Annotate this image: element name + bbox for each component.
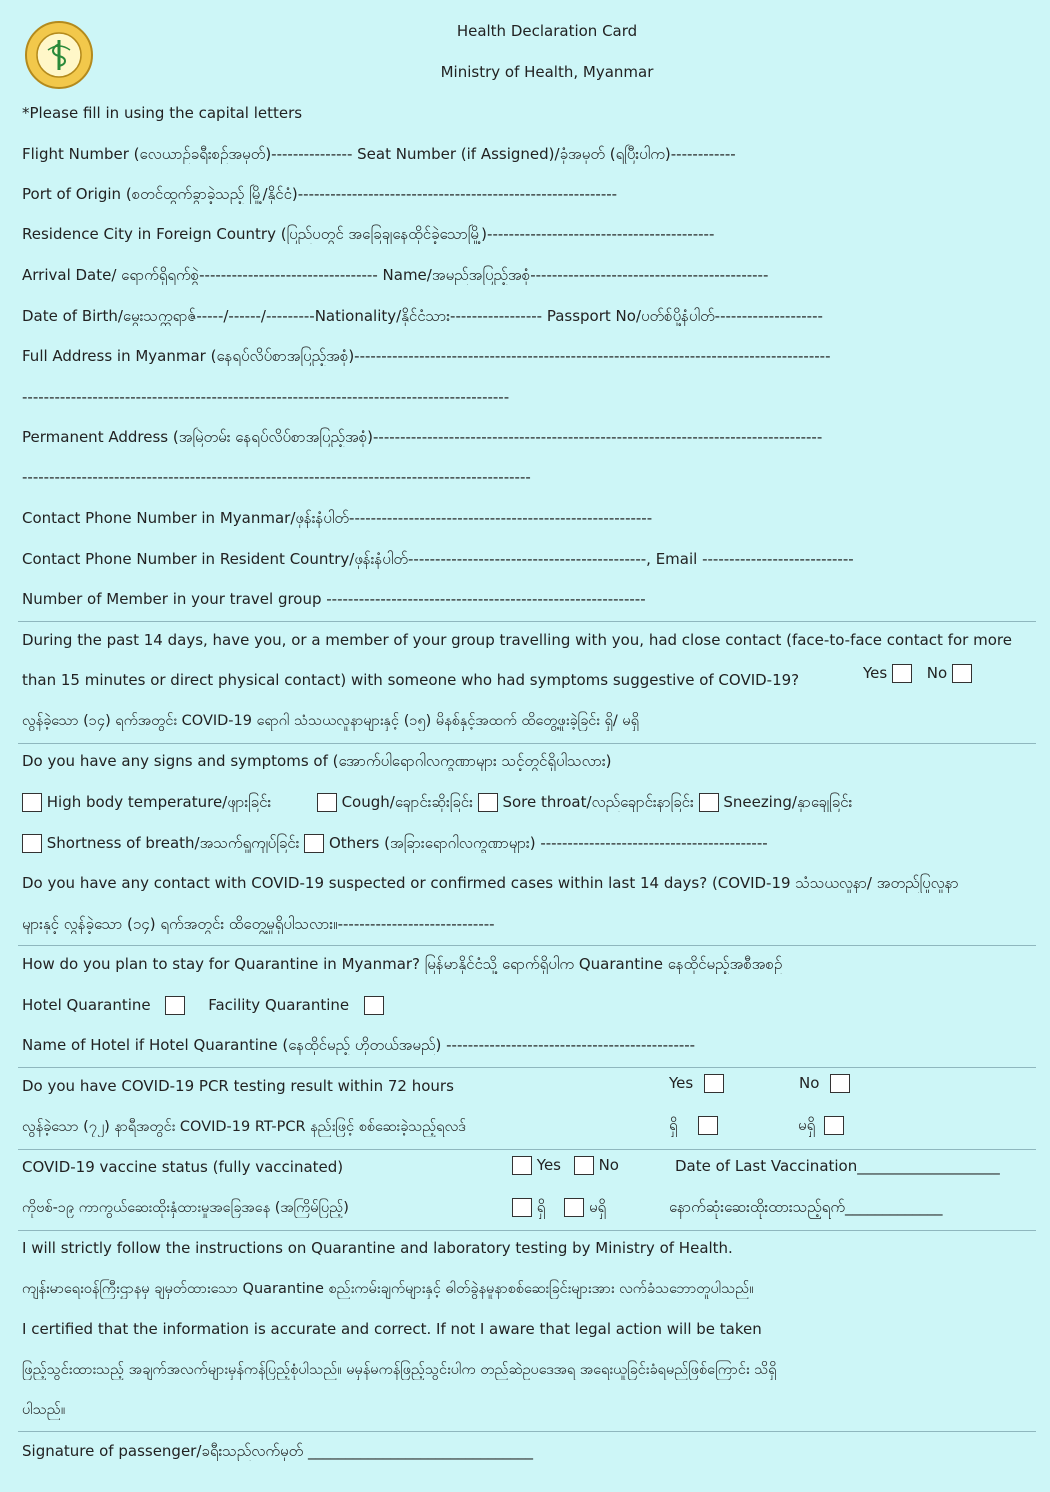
- full-name-field[interactable]: Name/အမည်အပြည့်အစုံ--------------------------------------------: [382, 266, 769, 284]
- contact-no-label: No: [926, 664, 948, 682]
- pcr-yes-checkbox[interactable]: [704, 1074, 724, 1093]
- shortness-of-breath-checkbox[interactable]: [22, 834, 42, 853]
- vaccine-no-mm-label: မရှိ: [588, 1198, 607, 1216]
- cough-label: Cough/ချောင်းဆိုးခြင်း: [341, 793, 473, 811]
- divider: [18, 743, 1036, 744]
- divider: [18, 945, 1036, 946]
- ministry-name: Ministry of Health, Myanmar: [440, 63, 654, 81]
- permanent-address-continuation[interactable]: ----------------------------------------------------------------------------------------------: [22, 468, 531, 486]
- divider: [18, 1067, 1036, 1068]
- vaccine-no-checkbox[interactable]: [574, 1156, 594, 1175]
- passenger-signature-field[interactable]: Signature of passenger/ခရီးသည်လက်မှတ် ______________________________: [22, 1442, 533, 1460]
- passport-number-field[interactable]: Passport No/ပတ်စ်ပို့နံပါတ်--------------------: [546, 307, 823, 325]
- divider: [18, 1431, 1036, 1432]
- vaccine-yes-mm-label: ရှိ: [536, 1198, 546, 1216]
- date-of-birth-field[interactable]: Date of Birth/မွေးသက္ကရာဇ်-----/------/---------: [22, 307, 315, 325]
- pcr-yes-mm-checkbox[interactable]: [698, 1116, 718, 1135]
- last-vaccination-date-field[interactable]: Date of Last Vaccination___________________: [675, 1157, 1000, 1175]
- certify-statement-mm: ဖြည့်သွင်းထားသည့် အချက်အလက်များမှန်ကန်ပြည့်စုံပါသည်။ မမှန်မကန်ဖြည့်သွင်းပါက တည်ဆဲဥပဒေအရ အရေးယူခြင်းခံရမည်ဖြစ်ကြောင်း သိရှိ: [22, 1362, 777, 1378]
- contact-yes-checkbox[interactable]: [892, 664, 912, 683]
- full-address-continuation[interactable]: ------------------------------------------------------------------------------------------: [22, 388, 510, 406]
- pcr-yes-label: Yes: [669, 1074, 694, 1092]
- pcr-question: Do you have COVID-19 PCR testing result within 72 hours: [22, 1077, 454, 1095]
- residence-city-field[interactable]: Residence City in Foreign Country (ပြည်ပတွင် အခြေချနေထိုင်ခဲ့သောမြို့)------------------------------------------: [22, 225, 715, 243]
- sore-throat-checkbox[interactable]: [478, 793, 498, 812]
- certify-statement-mm-end: ပါသည်။: [22, 1402, 66, 1418]
- divider: [18, 621, 1036, 622]
- pcr-no-label: No: [799, 1074, 820, 1092]
- hotel-quarantine-checkbox[interactable]: [165, 996, 185, 1015]
- pcr-no-mm-checkbox[interactable]: [824, 1116, 844, 1135]
- divider: [18, 1149, 1036, 1150]
- travel-group-members-field[interactable]: Number of Member in your travel group -----------------------------------------------------------: [22, 590, 646, 608]
- other-symptoms-checkbox[interactable]: [304, 834, 324, 853]
- phone-resident-country-field[interactable]: Contact Phone Number in Resident Country/ဖုန်းနံပါတ်--------------------------------------------,: [22, 550, 651, 568]
- seat-number-field[interactable]: Seat Number (if Assigned)/ခုံအမှတ် (ရပြီးပါက)------------: [357, 145, 736, 163]
- email-field[interactable]: Email ----------------------------: [655, 550, 854, 568]
- divider: [18, 1230, 1036, 1231]
- close-contact-question: During the past 14 days, have you, or a member of your group travelling with you, had close contact (face-to-face contact for more: [22, 631, 1012, 649]
- phone-myanmar-field[interactable]: Contact Phone Number in Myanmar/ဖုန်းနံပါတ်--------------------------------------------------------: [22, 509, 653, 527]
- high-temperature-label: High body temperature/ဖျားခြင်း: [46, 793, 272, 811]
- pcr-yes-mm-label: ရှိ: [669, 1116, 678, 1134]
- pcr-no-checkbox[interactable]: [830, 1074, 850, 1093]
- flight-number-field[interactable]: Flight Number (လေယာဉ်ခရီးစဉ်အမှတ်)---------------: [22, 145, 353, 163]
- hotel-quarantine-label: Hotel Quarantine: [22, 996, 151, 1014]
- follow-instructions-statement: I will strictly follow the instructions on Quarantine and laboratory testing by Ministry of Health.: [22, 1239, 733, 1257]
- sore-throat-label: Sore throat/လည်ချောင်းနာခြင်း: [502, 793, 694, 811]
- sneezing-label: Sneezing/နှာချေခြင်း: [723, 793, 853, 811]
- symptoms-question: Do you have any signs and symptoms of (အောက်ပါရောဂါလက္ခဏာများ သင့်တွင်ရှိပါသလား): [22, 752, 612, 770]
- vaccine-yes-mm-checkbox[interactable]: [512, 1198, 532, 1217]
- cough-checkbox[interactable]: [317, 793, 337, 812]
- pcr-question-mm: လွန်ခဲ့သော (၇၂) နာရီအတွင်း COVID-19 RT-PCR နည်းဖြင့် စစ်ဆေးခဲ့သည့်ရလဒ်: [22, 1119, 466, 1135]
- shortness-of-breath-label: Shortness of breath/အသက်ရှူကျပ်ခြင်း: [46, 834, 300, 852]
- sneezing-checkbox[interactable]: [699, 793, 719, 812]
- vaccine-question-mm: ကိုဗစ်-၁၉ ကာကွယ်ဆေးထိုးနှံထားမှုအခြေအနေ (အကြိမ်ပြည့်): [22, 1200, 349, 1216]
- certify-statement: I certified that the information is accurate and correct. If not I aware that legal action will be taken: [22, 1320, 762, 1338]
- nationality-field[interactable]: Nationality/နိုင်ငံသား-----------------: [314, 307, 543, 325]
- vaccine-question: COVID-19 vaccine status (fully vaccinated): [22, 1158, 344, 1176]
- facility-quarantine-label: Facility Quarantine: [208, 996, 350, 1014]
- vaccine-yes-checkbox[interactable]: [512, 1156, 532, 1175]
- permanent-address-field[interactable]: Permanent Address (အမြဲတမ်း နေရပ်လိပ်စာအပြည့်အစုံ)-----------------------------------------------------------------------------------: [22, 428, 823, 446]
- vaccine-yes-label: Yes: [536, 1156, 561, 1174]
- port-of-origin-field[interactable]: Port of Origin (စတင်ထွက်ခွာခဲ့သည့် မြို့/နိုင်ငံ)-----------------------------------------------------------: [22, 185, 618, 203]
- contact-yes-label: Yes: [863, 664, 888, 682]
- quarantine-plan-question: How do you plan to stay for Quarantine in Myanmar? မြန်မာနိုင်ငံသို့ ရောက်ရှိပါက Quarantine နေထိုင်မည့်အစီအစဉ်: [22, 955, 783, 973]
- follow-instructions-statement-mm: ကျန်းမာရေးဝန်ကြီးဌာနမှ ချမှတ်ထားသော Quarantine စည်းကမ်းချက်များနှင့် ဓါတ်ခွဲနမူနာစစ်ဆေးခြင်းများအား လက်ခံသဘောတူပါသည်။: [22, 1281, 754, 1297]
- high-temperature-checkbox[interactable]: [22, 793, 42, 812]
- form-title: Health Declaration Card: [456, 22, 638, 40]
- facility-quarantine-checkbox[interactable]: [364, 996, 384, 1015]
- full-address-field[interactable]: Full Address in Myanmar (နေရပ်လိပ်စာအပြည့်အစုံ)----------------------------------------------------------------------------------------: [22, 347, 831, 365]
- last-vaccination-date-mm-field[interactable]: နောက်ဆုံးဆေးထိုးထားသည့်ရက်_____________: [669, 1198, 943, 1216]
- hotel-name-field[interactable]: Name of Hotel if Hotel Quarantine (နေထိုင်မည့် ဟိုတယ်အမည်) ----------------------------------------------: [22, 1036, 696, 1054]
- capital-letters-note: *Please fill in using the capital letters: [22, 104, 303, 122]
- suspected-contact-question-cont[interactable]: များနှင့် လွန်ခဲ့သော (၁၄) ရက်အတွင်း ထိတွေ့မှုရှိပါသလား။-----------------------------: [22, 915, 495, 933]
- suspected-contact-question: Do you have any contact with COVID-19 suspected or confirmed cases within last 14 days? (COVID-19 သံသယလူနာ/ အတည်ပြုလူနာ: [22, 874, 959, 892]
- close-contact-question-cont: than 15 minutes or direct physical contact) with someone who had symptoms suggestive of COVID-19?: [22, 671, 800, 689]
- arrival-date-field[interactable]: Arrival Date/ ရောက်ရှိရက်စွဲ---------------------------------: [22, 266, 378, 284]
- vaccine-no-mm-checkbox[interactable]: [564, 1198, 584, 1217]
- vaccine-no-label: No: [598, 1156, 619, 1174]
- other-symptoms-field[interactable]: Others (အခြားရောဂါလက္ခဏာများ) ------------------------------------------: [328, 834, 768, 852]
- contact-no-checkbox[interactable]: [952, 664, 972, 683]
- close-contact-question-mm: လွန်ခဲ့သော (၁၄) ရက်အတွင်း COVID-19 ရောဂါ သံသယလူနာများနှင့် (၁၅) မိနစ်နှင့်အထက် ထိတွေ့ဖူးခဲ့ခြင်း ရှိ/ မရှိ: [22, 713, 640, 729]
- pcr-no-mm-label: မရှိ: [798, 1116, 816, 1134]
